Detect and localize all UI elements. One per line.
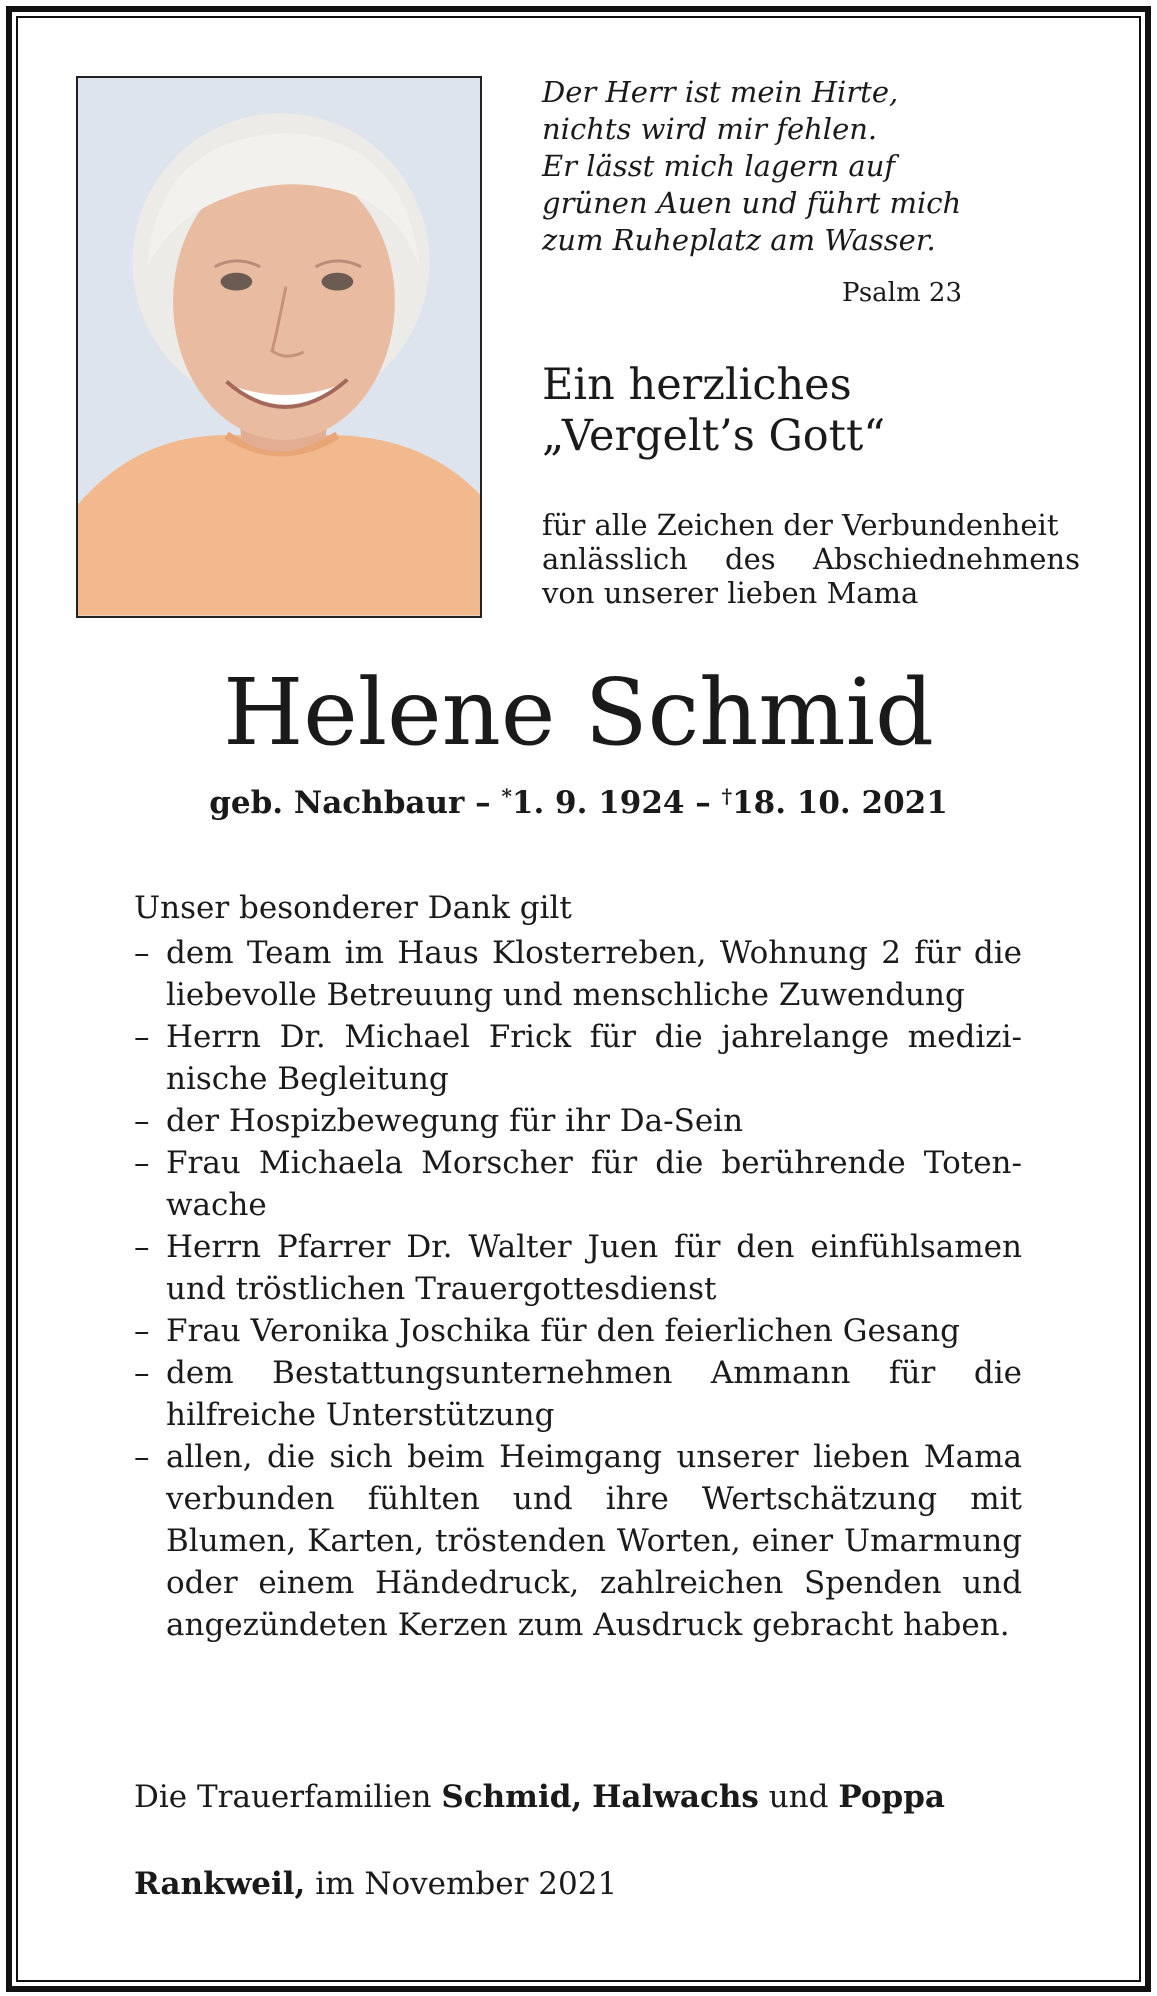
family-name: Halwachs — [592, 1779, 759, 1815]
thanks-title-line-1: Ein herzliches — [542, 360, 852, 410]
psalm-reference: Psalm 23 — [842, 278, 962, 308]
psalm-line: zum Ruheplatz am Wasser. — [542, 223, 936, 257]
life-dates — [0, 776, 1157, 823]
separator: – — [475, 785, 491, 821]
list-item-text: der Hospizbewegung für ihr Da-Sein — [166, 1103, 744, 1139]
date-text: im November 2021 — [315, 1866, 618, 1902]
list-item-text: dem Team im Haus Klosterreben, Wohnung 2 für die liebevolle Betreuung und menschliche Zuwendung — [166, 935, 1022, 1013]
death-date: 18. 10. 2021 — [732, 785, 948, 821]
list-item — [134, 1310, 1022, 1352]
list-dash: – — [134, 1313, 150, 1349]
family-name: Poppa — [838, 1779, 945, 1815]
thanks-intro-line-3: von unserer lieben Mama — [542, 576, 919, 610]
thanks-intro-line-1: für alle Zeichen der Verbundenheit — [542, 508, 1059, 542]
portrait-illustration — [78, 78, 480, 616]
thanks-title-line-2: „Vergelt’s Gott“ — [542, 411, 886, 461]
deceased-name: Helene Schmid — [223, 659, 934, 766]
thanks-title — [542, 360, 1102, 462]
list-item — [134, 1436, 1022, 1646]
list-dash: – — [134, 1103, 150, 1139]
separator: – — [695, 785, 711, 821]
psalm-quote — [542, 74, 1082, 259]
list-dash: – — [134, 1439, 150, 1475]
portrait-photo — [76, 76, 482, 618]
list-item — [134, 932, 1022, 1016]
list-item-text: dem Bestattungsunternehmen Ammann für die hilfreiche Unterstützung — [166, 1355, 1022, 1433]
list-item-text: Herrn Dr. Michael Frick für die jahrelange medizinische Begleitung — [166, 1019, 1022, 1097]
families-conjunction: und — [768, 1779, 829, 1815]
list-dash: – — [134, 1229, 150, 1265]
list-dash: – — [134, 1019, 150, 1055]
place-name: Rankweil, — [134, 1866, 306, 1902]
psalm-line: Der Herr ist mein Hirte, — [542, 75, 899, 109]
list-item-text: Herrn Pfarrer Dr. Walter Juen für den einfühlsamen und tröstlichen Trauergottesdienst — [166, 1229, 1022, 1307]
list-item — [134, 1226, 1022, 1310]
list-item-text: allen, die sich beim Heimgang unserer lieben Mama verbunden fühlten und ihre Wertschätzung mit Blumen, Karten, tröstenden Worten, einer Umarmung oder einem Händedruck, zahlreichen Spenden und angezündeten Kerzen zum Ausdruck gebracht haben. — [166, 1439, 1022, 1643]
thanks-intro — [542, 508, 1080, 610]
list-dash: – — [134, 935, 150, 971]
psalm-line: grünen Auen und führt mich — [542, 186, 962, 220]
thanks-intro-line-2: anlässlich des Abschiednehmens — [542, 542, 1080, 576]
maiden-name: geb. Nachbaur — [209, 785, 465, 821]
death-symbol: † — [721, 784, 733, 808]
list-dash: – — [134, 1145, 150, 1181]
list-dash: – — [134, 1355, 150, 1391]
psalm-line: Er lässt mich lagern auf — [542, 149, 896, 183]
list-item — [134, 1016, 1022, 1100]
list-item-text: Frau Michaela Morscher für die berührende Totenwache — [166, 1145, 1022, 1223]
acknowledgements-heading: Unser besonderer Dank gilt — [134, 890, 572, 926]
list-item — [134, 1352, 1022, 1436]
birth-date: 1. 9. 1924 — [511, 785, 685, 821]
psalm-line: nichts wird mir fehlen. — [542, 112, 878, 146]
birth-symbol: * — [501, 784, 512, 808]
list-item — [134, 1142, 1022, 1226]
families-prefix: Die Trauerfamilien — [134, 1779, 432, 1815]
family-name: Schmid, — [441, 1779, 583, 1815]
acknowledgements-list — [134, 932, 1022, 1646]
place-and-date — [134, 1864, 617, 1904]
mourning-families — [134, 1777, 945, 1817]
list-item-text: Frau Veronika Joschika für den feierlichen Gesang — [166, 1313, 961, 1349]
list-item — [134, 1100, 1022, 1142]
